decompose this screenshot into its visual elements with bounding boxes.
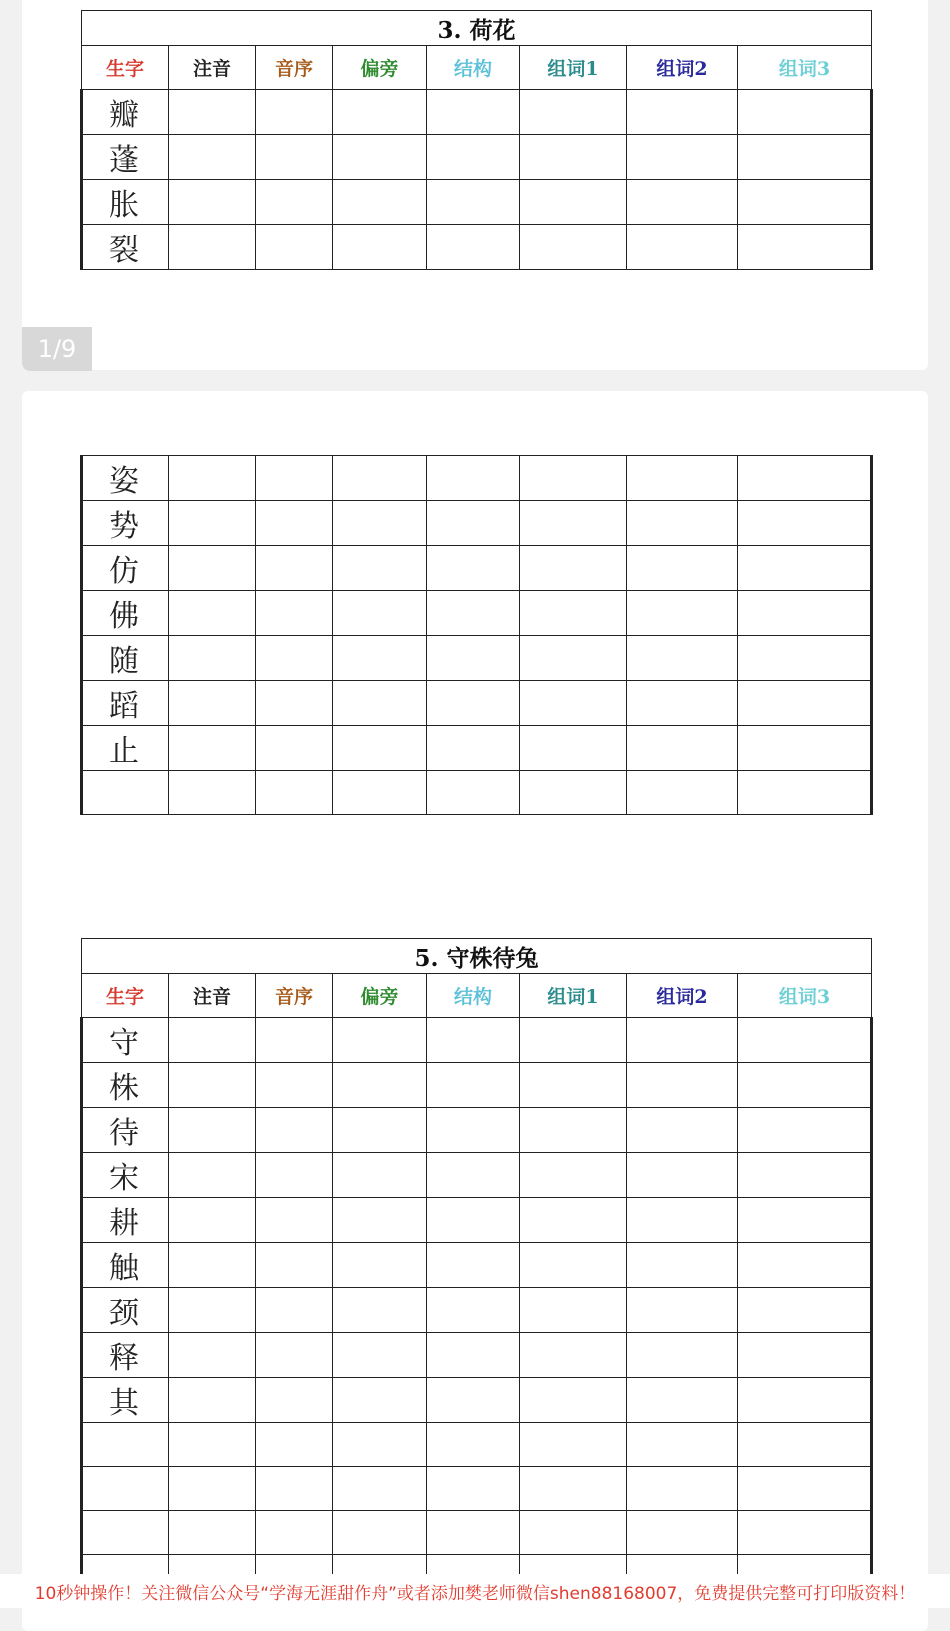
lesson3-blank-cell[interactable]	[169, 225, 256, 270]
lesson3-blank-cell[interactable]	[427, 90, 520, 135]
lesson5-blank-cell[interactable]	[627, 1511, 738, 1555]
lesson3-blank-cell[interactable]	[738, 636, 872, 681]
lesson5-blank-cell[interactable]	[169, 1378, 256, 1423]
table-row	[82, 456, 872, 501]
lesson5-blank-cell[interactable]	[256, 1378, 333, 1423]
lesson3-blank-cell[interactable]	[256, 726, 333, 771]
lesson3-blank-cell[interactable]	[427, 501, 520, 546]
lesson3-char-cell: 蹈	[82, 681, 169, 726]
table-row	[82, 1378, 872, 1423]
lesson3-char-cell: 蓬	[82, 135, 169, 180]
table-row	[82, 1288, 872, 1333]
lesson3-blank-cell[interactable]	[738, 135, 872, 180]
lesson3-blank-cell[interactable]	[169, 726, 256, 771]
lesson3-blank-cell[interactable]	[256, 771, 333, 815]
lesson3-blank-cell[interactable]	[427, 771, 520, 815]
lesson5-blank-cell[interactable]	[627, 1333, 738, 1378]
lesson5-char-cell: 守	[82, 1018, 169, 1063]
lesson3-blank-cell[interactable]	[256, 90, 333, 135]
lesson5-blank-cell[interactable]	[627, 1288, 738, 1333]
table-row	[82, 135, 872, 180]
lesson3-blank-cell[interactable]	[520, 135, 627, 180]
lesson3-header-5: 组词1	[520, 46, 627, 90]
lesson5-blank-cell[interactable]	[333, 1018, 427, 1063]
lesson3-blank-cell[interactable]	[333, 681, 427, 726]
lesson3-char-cell: 姿	[82, 456, 169, 501]
lesson3-blank-cell[interactable]	[627, 501, 738, 546]
lesson5-blank-cell[interactable]	[627, 1378, 738, 1423]
table-row	[82, 90, 872, 135]
table-row	[82, 1511, 872, 1555]
table-row	[82, 681, 872, 726]
lesson3-blank-cell[interactable]	[256, 180, 333, 225]
lesson3-character-table	[80, 10, 873, 270]
lesson5-blank-cell[interactable]	[427, 1198, 520, 1243]
lesson3-blank-cell[interactable]	[627, 90, 738, 135]
lesson5-header-7: 组词3	[738, 974, 872, 1018]
lesson3-char-cell	[82, 771, 169, 815]
lesson3-blank-cell[interactable]	[256, 636, 333, 681]
lesson3-blank-cell[interactable]	[738, 546, 872, 591]
lesson3-blank-cell[interactable]	[256, 681, 333, 726]
lesson3-blank-cell[interactable]	[627, 225, 738, 270]
lesson5-blank-cell[interactable]	[427, 1153, 520, 1198]
lesson5-header-1: 注音	[169, 974, 256, 1018]
lesson5-blank-cell[interactable]	[627, 1243, 738, 1288]
lesson3-blank-cell[interactable]	[169, 681, 256, 726]
lesson5-blank-cell[interactable]	[427, 1423, 520, 1467]
lesson5-blank-cell[interactable]	[256, 1108, 333, 1153]
lesson5-char-cell: 耕	[82, 1198, 169, 1243]
lesson5-blank-cell[interactable]	[169, 1243, 256, 1288]
lesson5-blank-cell[interactable]	[627, 1198, 738, 1243]
lesson3-blank-cell[interactable]	[520, 636, 627, 681]
lesson3-blank-cell[interactable]	[520, 591, 627, 636]
lesson5-blank-cell[interactable]	[256, 1198, 333, 1243]
lesson5-blank-cell[interactable]	[333, 1108, 427, 1153]
table-row	[82, 1467, 872, 1511]
lesson3-blank-cell[interactable]	[169, 501, 256, 546]
lesson3-blank-cell[interactable]	[169, 180, 256, 225]
lesson3-blank-cell[interactable]	[427, 726, 520, 771]
lesson3-blank-cell[interactable]	[333, 591, 427, 636]
lesson3-blank-cell[interactable]	[627, 546, 738, 591]
lesson5-blank-cell[interactable]	[427, 1243, 520, 1288]
lesson5-blank-cell[interactable]	[333, 1153, 427, 1198]
lesson3-blank-cell[interactable]	[520, 726, 627, 771]
lesson5-blank-cell[interactable]	[333, 1467, 427, 1511]
lesson3-blank-cell[interactable]	[520, 180, 627, 225]
lesson3-blank-cell[interactable]	[738, 771, 872, 815]
lesson3-blank-cell[interactable]	[627, 636, 738, 681]
table-row	[82, 1198, 872, 1243]
lesson3-blank-cell[interactable]	[738, 501, 872, 546]
lesson5-blank-cell[interactable]	[738, 1018, 872, 1063]
lesson5-blank-cell[interactable]	[738, 1378, 872, 1423]
lesson3-blank-cell[interactable]	[256, 591, 333, 636]
lesson3-header-7: 组词3	[738, 46, 872, 90]
lesson3-char-cell: 随	[82, 636, 169, 681]
table-row	[82, 771, 872, 815]
lesson5-char-cell: 触	[82, 1243, 169, 1288]
lesson5-blank-cell[interactable]	[520, 1153, 627, 1198]
lesson3-header-0: 生字	[82, 46, 169, 90]
lesson3-blank-cell[interactable]	[738, 180, 872, 225]
lesson5-blank-cell[interactable]	[256, 1511, 333, 1555]
table-row	[82, 1333, 872, 1378]
lesson3-blank-cell[interactable]	[333, 771, 427, 815]
lesson5-blank-cell[interactable]	[627, 1018, 738, 1063]
lesson3-blank-cell[interactable]	[738, 225, 872, 270]
lesson5-blank-cell[interactable]	[738, 1243, 872, 1288]
lesson5-blank-cell[interactable]	[333, 1243, 427, 1288]
lesson3-header-6: 组词2	[627, 46, 738, 90]
lesson5-char-cell: 释	[82, 1333, 169, 1378]
lesson3-blank-cell[interactable]	[738, 726, 872, 771]
lesson5-blank-cell[interactable]	[738, 1288, 872, 1333]
lesson5-blank-cell[interactable]	[520, 1288, 627, 1333]
table-row	[82, 636, 872, 681]
lesson5-blank-cell[interactable]	[333, 1198, 427, 1243]
lesson5-header-row	[82, 974, 872, 1018]
lesson5-blank-cell[interactable]	[520, 1243, 627, 1288]
lesson3-blank-cell[interactable]	[738, 456, 872, 501]
lesson3-blank-cell[interactable]	[627, 180, 738, 225]
lesson3-blank-cell[interactable]	[738, 90, 872, 135]
lesson5-blank-cell[interactable]	[427, 1511, 520, 1555]
lesson5-blank-cell[interactable]	[520, 1467, 627, 1511]
lesson5-blank-cell[interactable]	[520, 1108, 627, 1153]
lesson3-blank-cell[interactable]	[427, 546, 520, 591]
lesson5-header-3: 偏旁	[333, 974, 427, 1018]
lesson5-char-cell	[82, 1423, 169, 1467]
lesson5-blank-cell[interactable]	[738, 1511, 872, 1555]
lesson3-char-cell: 裂	[82, 225, 169, 270]
lesson5-header-0: 生字	[82, 974, 169, 1018]
table-row	[82, 1153, 872, 1198]
lesson3-blank-cell[interactable]	[738, 591, 872, 636]
lesson5-blank-cell[interactable]	[256, 1288, 333, 1333]
lesson3-blank-cell[interactable]	[333, 180, 427, 225]
lesson3-blank-cell[interactable]	[333, 501, 427, 546]
lesson3-blank-cell[interactable]	[427, 636, 520, 681]
lesson5-blank-cell[interactable]	[256, 1018, 333, 1063]
lesson3-blank-cell[interactable]	[169, 771, 256, 815]
lesson5-blank-cell[interactable]	[169, 1018, 256, 1063]
lesson3-blank-cell[interactable]	[256, 501, 333, 546]
lesson3-char-cell: 瓣	[82, 90, 169, 135]
lesson3-blank-cell[interactable]	[520, 771, 627, 815]
lesson5-blank-cell[interactable]	[256, 1153, 333, 1198]
lesson5-blank-cell[interactable]	[627, 1467, 738, 1511]
lesson5-blank-cell[interactable]	[627, 1423, 738, 1467]
lesson3-blank-cell[interactable]	[520, 681, 627, 726]
lesson5-blank-cell[interactable]	[738, 1198, 872, 1243]
lesson3-blank-cell[interactable]	[627, 771, 738, 815]
lesson5-header-4: 结构	[427, 974, 520, 1018]
lesson3-header-2: 音序	[256, 46, 333, 90]
lesson5-char-cell	[82, 1511, 169, 1555]
lesson3-header-row	[82, 46, 872, 90]
lesson3-blank-cell[interactable]	[333, 90, 427, 135]
lesson5-blank-cell[interactable]	[427, 1063, 520, 1108]
lesson5-character-table	[80, 938, 873, 1599]
lesson5-blank-cell[interactable]	[256, 1467, 333, 1511]
lesson5-blank-cell[interactable]	[520, 1378, 627, 1423]
lesson5-blank-cell[interactable]	[627, 1063, 738, 1108]
lesson5-blank-cell[interactable]	[256, 1423, 333, 1467]
table-row	[82, 1108, 872, 1153]
lesson3-blank-cell[interactable]	[427, 225, 520, 270]
lesson5-blank-cell[interactable]	[169, 1063, 256, 1108]
lesson3-blank-cell[interactable]	[169, 456, 256, 501]
lesson5-blank-cell[interactable]	[169, 1333, 256, 1378]
lesson5-blank-cell[interactable]	[738, 1333, 872, 1378]
lesson3-blank-cell[interactable]	[256, 135, 333, 180]
lesson5-blank-cell[interactable]	[520, 1423, 627, 1467]
table-row	[82, 591, 872, 636]
page-indicator: 1/9	[22, 327, 92, 371]
table-row	[82, 225, 872, 270]
lesson5-char-cell	[82, 1467, 169, 1511]
lesson5-blank-cell[interactable]	[169, 1423, 256, 1467]
lesson5-blank-cell[interactable]	[520, 1511, 627, 1555]
lesson5-blank-cell[interactable]	[169, 1108, 256, 1153]
lesson5-blank-cell[interactable]	[169, 1511, 256, 1555]
lesson3-blank-cell[interactable]	[627, 591, 738, 636]
lesson3-char-cell: 佛	[82, 591, 169, 636]
lesson3-blank-cell[interactable]	[520, 546, 627, 591]
table-row	[82, 1423, 872, 1467]
lesson5-blank-cell[interactable]	[738, 1108, 872, 1153]
lesson5-blank-cell[interactable]	[169, 1467, 256, 1511]
lesson3-blank-cell[interactable]	[256, 225, 333, 270]
lesson3-blank-cell[interactable]	[333, 726, 427, 771]
lesson5-blank-cell[interactable]	[256, 1333, 333, 1378]
lesson5-header-6: 组词2	[627, 974, 738, 1018]
lesson3-blank-cell[interactable]	[333, 456, 427, 501]
lesson5-blank-cell[interactable]	[520, 1063, 627, 1108]
lesson3-char-cell: 胀	[82, 180, 169, 225]
lesson3-blank-cell[interactable]	[333, 225, 427, 270]
lesson5-blank-cell[interactable]	[256, 1063, 333, 1108]
lesson5-blank-cell[interactable]	[520, 1198, 627, 1243]
lesson3-header-3: 偏旁	[333, 46, 427, 90]
lesson5-blank-cell[interactable]	[627, 1153, 738, 1198]
table-row	[82, 1063, 872, 1108]
lesson5-blank-cell[interactable]	[333, 1511, 427, 1555]
lesson3-continued-table	[80, 455, 873, 815]
lesson3-blank-cell[interactable]	[169, 135, 256, 180]
lesson3-blank-cell[interactable]	[256, 456, 333, 501]
lesson3-blank-cell[interactable]	[333, 546, 427, 591]
lesson5-blank-cell[interactable]	[256, 1243, 333, 1288]
lesson3-blank-cell[interactable]	[520, 90, 627, 135]
lesson3-blank-cell[interactable]	[520, 456, 627, 501]
lesson3-blank-cell[interactable]	[169, 546, 256, 591]
lesson3-blank-cell[interactable]	[333, 135, 427, 180]
lesson3-blank-cell[interactable]	[169, 90, 256, 135]
table-row	[82, 1018, 872, 1063]
lesson5-blank-cell[interactable]	[738, 1153, 872, 1198]
lesson3-blank-cell[interactable]	[627, 135, 738, 180]
lesson3-title: 3. 荷花	[82, 11, 872, 46]
lesson3-char-cell: 势	[82, 501, 169, 546]
lesson5-blank-cell[interactable]	[738, 1423, 872, 1467]
lesson5-blank-cell[interactable]	[738, 1063, 872, 1108]
lesson3-blank-cell[interactable]	[627, 726, 738, 771]
lesson3-blank-cell[interactable]	[169, 636, 256, 681]
lesson3-blank-cell[interactable]	[427, 135, 520, 180]
lesson5-blank-cell[interactable]	[427, 1288, 520, 1333]
lesson5-char-cell: 宋	[82, 1153, 169, 1198]
lesson3-blank-cell[interactable]	[520, 225, 627, 270]
lesson5-blank-cell[interactable]	[333, 1333, 427, 1378]
lesson5-header-5: 组词1	[520, 974, 627, 1018]
lesson5-blank-cell[interactable]	[627, 1108, 738, 1153]
lesson5-blank-cell[interactable]	[427, 1108, 520, 1153]
lesson5-blank-cell[interactable]	[333, 1063, 427, 1108]
lesson5-header-2: 音序	[256, 974, 333, 1018]
table-row	[82, 1243, 872, 1288]
lesson5-blank-cell[interactable]	[427, 1333, 520, 1378]
lesson5-blank-cell[interactable]	[427, 1467, 520, 1511]
lesson5-blank-cell[interactable]	[738, 1467, 872, 1511]
promo-footer-banner: 10秒钟操作！关注微信公众号“学海无涯甜作舟”或者添加樊老师微信shen88168007，免费提供完整可打印版资料！	[0, 1574, 950, 1608]
lesson3-blank-cell[interactable]	[427, 456, 520, 501]
lesson3-blank-cell[interactable]	[169, 591, 256, 636]
lesson5-blank-cell[interactable]	[427, 1018, 520, 1063]
lesson3-blank-cell[interactable]	[427, 681, 520, 726]
lesson5-char-cell: 其	[82, 1378, 169, 1423]
lesson3-char-cell: 仿	[82, 546, 169, 591]
lesson3-header-4: 结构	[427, 46, 520, 90]
table-row	[82, 546, 872, 591]
table-row	[82, 180, 872, 225]
table-row	[82, 726, 872, 771]
lesson5-title: 5. 守株待兔	[82, 939, 872, 974]
lesson5-blank-cell[interactable]	[169, 1288, 256, 1333]
lesson3-blank-cell[interactable]	[333, 636, 427, 681]
lesson3-char-cell: 止	[82, 726, 169, 771]
lesson5-char-cell: 株	[82, 1063, 169, 1108]
table-row	[82, 501, 872, 546]
lesson5-char-cell: 颈	[82, 1288, 169, 1333]
lesson5-blank-cell[interactable]	[169, 1153, 256, 1198]
lesson3-blank-cell[interactable]	[520, 501, 627, 546]
lesson3-blank-cell[interactable]	[627, 456, 738, 501]
lesson3-blank-cell[interactable]	[738, 681, 872, 726]
lesson5-blank-cell[interactable]	[333, 1288, 427, 1333]
lesson5-blank-cell[interactable]	[333, 1378, 427, 1423]
lesson3-header-1: 注音	[169, 46, 256, 90]
lesson5-blank-cell[interactable]	[520, 1333, 627, 1378]
lesson5-char-cell: 待	[82, 1108, 169, 1153]
lesson5-blank-cell[interactable]	[333, 1423, 427, 1467]
lesson5-blank-cell[interactable]	[169, 1198, 256, 1243]
lesson3-blank-cell[interactable]	[256, 546, 333, 591]
lesson5-blank-cell[interactable]	[427, 1378, 520, 1423]
lesson3-blank-cell[interactable]	[627, 681, 738, 726]
lesson5-blank-cell[interactable]	[520, 1018, 627, 1063]
lesson3-blank-cell[interactable]	[427, 180, 520, 225]
lesson3-blank-cell[interactable]	[427, 591, 520, 636]
